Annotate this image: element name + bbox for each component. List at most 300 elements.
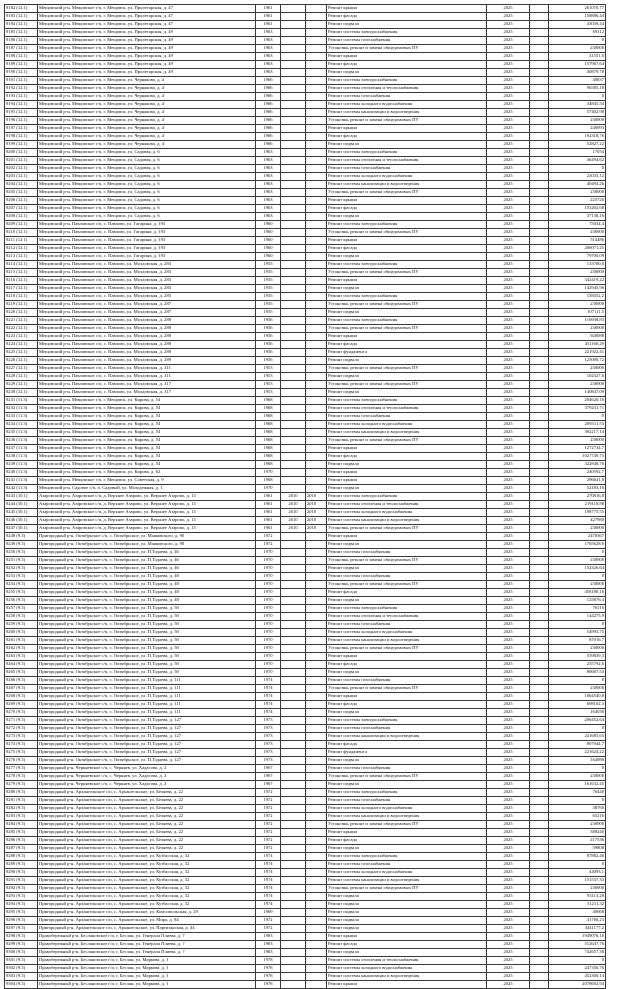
- reconstruction-year-cell: [281, 149, 306, 157]
- reconstruction-year-cell: [281, 317, 306, 325]
- repair-year-cell: [306, 189, 327, 197]
- spacer-cell: [530, 309, 549, 317]
- plan-year-cell: 2025: [487, 493, 530, 501]
- plan-year-cell: 2025: [487, 517, 530, 525]
- work-type-cell: Ремонт подвала: [327, 709, 487, 717]
- plan-year-cell: 2025: [487, 573, 530, 581]
- repair-year-cell: [306, 77, 327, 85]
- build-year-cell: 1970: [256, 669, 281, 677]
- table-row: [5, 797, 606, 805]
- build-year-cell: 1963: [256, 189, 281, 197]
- spacer-cell: [530, 653, 549, 661]
- reconstruction-year-cell: [281, 629, 306, 637]
- spacer-cell: [530, 557, 549, 565]
- reconstruction-year-cell: [281, 205, 306, 213]
- plan-year-cell: 2025: [487, 533, 530, 541]
- cost-cell: 230000: [549, 365, 606, 373]
- row-number-cell: 9267 (9.3): [5, 685, 38, 693]
- address-cell: Мещовский р-н, Мещовское г/п, г. Мещовск, ул. Садовая, д. 6: [38, 197, 256, 205]
- spacer-cell: [530, 293, 549, 301]
- plan-year-cell: 2025: [487, 557, 530, 565]
- spacer-cell: [530, 525, 549, 533]
- build-year-cell: 1963: [256, 205, 281, 213]
- address-cell: Пригородный р-н, Октябрьское с/п, с. Октябрьское, ул. П.Тодаева, д. 48: [38, 597, 256, 605]
- table-row: [5, 661, 606, 669]
- row-number-cell: 9225 (12.1): [5, 349, 38, 357]
- row-number-cell: 9215 (12.1): [5, 269, 38, 277]
- reconstruction-year-cell: [281, 181, 306, 189]
- plan-year-cell: 2025: [487, 877, 530, 885]
- plan-year-cell: 2025: [487, 213, 530, 221]
- build-year-cell: 1973: [256, 733, 281, 741]
- table-row: [5, 557, 606, 565]
- row-number-cell: 9183 (12.1): [5, 13, 38, 21]
- table-row: [5, 821, 606, 829]
- address-cell: Мещовский р-н, Мещовское г/п, г. Мещовск, ул. Чернякова, д. 4: [38, 93, 256, 101]
- reconstruction-year-cell: [281, 397, 306, 405]
- spacer-cell: [530, 13, 549, 21]
- repair-year-cell: [306, 949, 327, 957]
- plan-year-cell: 2025: [487, 901, 530, 909]
- address-cell: Мещовский р-н, Мещовское г/п, г. Мещовск, ул. Кирова, д. 54: [38, 405, 256, 413]
- cost-cell: 698102,3: [549, 701, 606, 709]
- build-year-cell: 1973: [256, 757, 281, 765]
- build-year-cell: 1970: [256, 469, 281, 477]
- plan-year-cell: 2025: [487, 581, 530, 589]
- reconstruction-year-cell: [281, 765, 306, 773]
- work-type-cell: Ремонт фасада: [327, 741, 487, 749]
- cost-cell: 3441177,2: [549, 925, 606, 933]
- repair-year-cell: [306, 197, 327, 205]
- build-year-cell: 1983: [256, 933, 281, 941]
- address-cell: Пригородный р-н, Октябрьское с/п, с. Октябрьское, ул. П.Тодаева, д. 111: [38, 701, 256, 709]
- address-cell: Пригородный р-н, Октябрьское с/п, с. Октябрьское, ул. П.Тодаева, д. 50: [38, 605, 256, 613]
- address-cell: Пригородный р-н, Октябрьское с/п, с. Октябрьское, ул. П.Тодаева, д. 50: [38, 613, 256, 621]
- repair-year-cell: [306, 485, 327, 493]
- row-number-cell: 9295 (9.3): [5, 909, 38, 917]
- plan-year-cell: 2025: [487, 77, 530, 85]
- plan-year-cell: 2025: [487, 373, 530, 381]
- build-year-cell: 1972: [256, 813, 281, 821]
- work-type-cell: Ремонт системы электроснабжения: [327, 149, 487, 157]
- address-cell: Правобережный р-н, Беслановское г/п, г. Беслан, ул. Маркова, д. 1: [38, 973, 256, 981]
- cost-cell: 807944,7: [549, 741, 606, 749]
- table-row: [5, 165, 606, 173]
- work-type-cell: Ремонт системы электроснабжения: [327, 789, 487, 797]
- repair-year-cell: [306, 781, 327, 789]
- work-type-cell: Ремонт подвала: [327, 901, 487, 909]
- plan-year-cell: 2025: [487, 317, 530, 325]
- spacer-cell: [530, 621, 549, 629]
- address-cell: Пригородный р-н, Октябрьское с/п, с. Октябрьское, ул. П.Тодаева, д. 48: [38, 573, 256, 581]
- plan-year-cell: 2025: [487, 637, 530, 645]
- table-row: [5, 213, 606, 221]
- cost-cell: 192318,76: [549, 133, 606, 141]
- plan-year-cell: 2025: [487, 69, 530, 77]
- address-cell: Пригородный р-н, Архангельское с/п, с. Архангельское, ул. Беляева, д. 22: [38, 797, 256, 805]
- plan-year-cell: 2025: [487, 941, 530, 949]
- work-type-cell: Ремонт системы канализации и водоотведения: [327, 877, 487, 885]
- address-cell: Пригородный р-н, Архангельское с/п, с. Архангельское, ул. Кузбасская, д. 32: [38, 901, 256, 909]
- spacer-cell: [530, 741, 549, 749]
- build-year-cell: 1970: [256, 589, 281, 597]
- repair-year-cell: [306, 421, 327, 429]
- row-number-cell: 9184 (12.1): [5, 21, 38, 29]
- work-type-cell: Ремонт подвала: [327, 309, 487, 317]
- plan-year-cell: 2025: [487, 189, 530, 197]
- repair-year-cell: [306, 413, 327, 421]
- reconstruction-year-cell: [281, 925, 306, 933]
- reconstruction-year-cell: [281, 669, 306, 677]
- spacer-cell: [530, 685, 549, 693]
- build-year-cell: 1970: [256, 637, 281, 645]
- table-row: [5, 69, 606, 77]
- reconstruction-year-cell: [281, 549, 306, 557]
- row-number-cell: 9264 (9.3): [5, 661, 38, 669]
- repair-year-cell: [306, 757, 327, 765]
- build-year-cell: 1972: [256, 541, 281, 549]
- build-year-cell: 1968: [256, 405, 281, 413]
- table-row: [5, 173, 606, 181]
- cost-cell: 34845,54: [549, 101, 606, 109]
- work-type-cell: Установка, ремонт и замена общедомовых ПУ: [327, 189, 487, 197]
- repair-year-cell: [306, 405, 327, 413]
- work-type-cell: Ремонт крыши: [327, 277, 487, 285]
- table-row: [5, 933, 606, 941]
- work-type-cell: Ремонт фундамента: [327, 749, 487, 757]
- spacer-cell: [530, 733, 549, 741]
- table-row: [5, 541, 606, 549]
- plan-year-cell: 2025: [487, 509, 530, 517]
- reconstruction-year-cell: [281, 333, 306, 341]
- reconstruction-year-cell: [281, 845, 306, 853]
- reconstruction-year-cell: [281, 165, 306, 173]
- plan-year-cell: 2025: [487, 709, 530, 717]
- plan-year-cell: 2025: [487, 53, 530, 61]
- repair-year-cell: [306, 765, 327, 773]
- address-cell: Мещовский р-н, Мещовское г/п, г. Мещовск, ул. Кирова, д. 54: [38, 421, 256, 429]
- row-number-cell: 9208 (12.1): [5, 213, 38, 221]
- plan-year-cell: 2025: [487, 589, 530, 597]
- reconstruction-year-cell: [281, 781, 306, 789]
- spacer-cell: [530, 37, 549, 45]
- row-number-cell: 9239 (11.3): [5, 461, 38, 469]
- repair-year-cell: [306, 957, 327, 965]
- table-row: [5, 133, 606, 141]
- reconstruction-year-cell: [281, 229, 306, 237]
- plan-year-cell: 2025: [487, 157, 530, 165]
- cost-cell: 31551,0: [549, 53, 606, 61]
- build-year-cell: 1968: [256, 413, 281, 421]
- spacer-cell: [530, 661, 549, 669]
- address-cell: Мещовский р-н, Мещовское г/п, г. Мещовск, ул. Чернякова, д. 4: [38, 101, 256, 109]
- row-number-cell: 9261 (9.3): [5, 637, 38, 645]
- repair-year-cell: [306, 133, 327, 141]
- row-number-cell: 9212 (12.1): [5, 245, 38, 253]
- reconstruction-year-cell: [281, 589, 306, 597]
- row-number-cell: 9217 (12.1): [5, 285, 38, 293]
- reconstruction-year-cell: [281, 597, 306, 605]
- reconstruction-year-cell: [281, 261, 306, 269]
- table-row: [5, 677, 606, 685]
- reconstruction-year-cell: [281, 957, 306, 965]
- build-year-cell: 1969: [256, 909, 281, 917]
- repair-year-cell: [306, 653, 327, 661]
- build-year-cell: 1974: [256, 877, 281, 885]
- build-year-cell: 1956: [256, 341, 281, 349]
- work-type-cell: Ремонт системы холодного водоснабжения: [327, 869, 487, 877]
- repair-year-cell: [306, 461, 327, 469]
- reconstruction-year-cell: [281, 981, 306, 989]
- plan-year-cell: 2025: [487, 21, 530, 29]
- reconstruction-year-cell: [281, 789, 306, 797]
- spacer-cell: [530, 821, 549, 829]
- address-cell: Мещовский р-н, Павловское с/п, с. Павлово, ул. Гагарина, д. 193: [38, 229, 256, 237]
- build-year-cell: 1970: [256, 485, 281, 493]
- build-year-cell: 1966: [256, 125, 281, 133]
- address-cell: Пригородный р-н, Октябрьское с/п, с. Октябрьское, ул. П.Тодаева, д. 127: [38, 733, 256, 741]
- work-type-cell: Установка, ремонт и замена общедомовых ПУ: [327, 685, 487, 693]
- work-type-cell: Ремонт системы газоснабжения: [327, 93, 487, 101]
- row-number-cell: 9216 (12.1): [5, 277, 38, 285]
- plan-year-cell: 2025: [487, 237, 530, 245]
- plan-year-cell: 2025: [487, 133, 530, 141]
- row-number-cell: 9303 (9.3): [5, 973, 38, 981]
- repair-year-cell: [306, 109, 327, 117]
- row-number-cell: 9282 (9.3): [5, 805, 38, 813]
- row-number-cell: 9262 (9.3): [5, 645, 38, 653]
- build-year-cell: 1955: [256, 269, 281, 277]
- work-type-cell: Ремонт подвала: [327, 69, 487, 77]
- spacer-cell: [530, 637, 549, 645]
- work-type-cell: Ремонт системы электроснабжения: [327, 29, 487, 37]
- table-row: [5, 21, 606, 29]
- cost-cell: 204620,16: [549, 397, 606, 405]
- table-row: [5, 45, 606, 53]
- table-row: [5, 573, 606, 581]
- spacer-cell: [530, 229, 549, 237]
- plan-year-cell: 2025: [487, 381, 530, 389]
- row-number-cell: 9290 (9.3): [5, 869, 38, 877]
- work-type-cell: Установка, ремонт и замена общедомовых ПУ: [327, 581, 487, 589]
- plan-year-cell: 2025: [487, 357, 530, 365]
- reconstruction-year-cell: [281, 173, 306, 181]
- table-row: [5, 517, 606, 525]
- work-type-cell: Ремонт подвала: [327, 757, 487, 765]
- plan-year-cell: 2025: [487, 669, 530, 677]
- work-type-cell: Ремонт системы электроснабжения: [327, 853, 487, 861]
- row-number-cell: 9299 (9.3): [5, 941, 38, 949]
- build-year-cell: 1956: [256, 357, 281, 365]
- plan-year-cell: 2025: [487, 693, 530, 701]
- repair-year-cell: [306, 349, 327, 357]
- address-cell: Мещовский р-н, Мещовское г/п, г. Мещовск, ул. Кирова, д. 54: [38, 461, 256, 469]
- plan-year-cell: 2025: [487, 933, 530, 941]
- table-row: [5, 973, 606, 981]
- work-type-cell: Ремонт системы холодного водоснабжения: [327, 629, 487, 637]
- plan-year-cell: 2025: [487, 893, 530, 901]
- cost-cell: 0: [549, 621, 606, 629]
- repair-year-cell: [306, 725, 327, 733]
- cost-cell: 51211,32: [549, 901, 606, 909]
- table-row: [5, 685, 606, 693]
- cost-cell: 230000: [549, 885, 606, 893]
- cost-cell: 219118,88: [549, 501, 606, 509]
- address-cell: Мещовский р-н, Павловское с/п, с. Павлово, ул. Молдовская, д. 289: [38, 349, 256, 357]
- address-cell: Мещовский р-н, Павловское с/п, с. Павлово, ул. Молдовская, д. 317: [38, 389, 256, 397]
- build-year-cell: 1970: [256, 645, 281, 653]
- table-row: [5, 885, 606, 893]
- repair-year-cell: [306, 621, 327, 629]
- build-year-cell: 1963: [256, 45, 281, 53]
- table-row: [5, 85, 606, 93]
- address-cell: Мещовский р-н, Мещовское г/п, г. Мещовск, ул. Чернякова, д. 4: [38, 125, 256, 133]
- work-type-cell: Ремонт системы канализации и водоотведения: [327, 517, 487, 525]
- table-row: [5, 701, 606, 709]
- table-row: [5, 861, 606, 869]
- build-year-cell: 1963: [256, 149, 281, 157]
- address-cell: Мещовский р-н, Павловское с/п, с. Павлово, ул. Молдовская, д. 287: [38, 301, 256, 309]
- address-cell: Мещовский р-н, Мещовское г/п, г. Мещовск, ул. Кирова, д. 54: [38, 397, 256, 405]
- plan-year-cell: 2025: [487, 269, 530, 277]
- spacer-cell: [530, 453, 549, 461]
- cost-cell: 52183,16: [549, 485, 606, 493]
- reconstruction-year-cell: 2010: [281, 509, 306, 517]
- spacer-cell: [530, 77, 549, 85]
- table-row: [5, 597, 606, 605]
- work-type-cell: Установка, ремонт и замена общедомовых ПУ: [327, 301, 487, 309]
- plan-year-cell: 2025: [487, 421, 530, 429]
- repair-year-cell: [306, 117, 327, 125]
- row-number-cell: 9234 (11.3): [5, 421, 38, 429]
- table-row: [5, 13, 606, 21]
- work-type-cell: Ремонт фасада: [327, 205, 487, 213]
- address-cell: Мещовский р-н, Мещовское г/п, г. Мещовск, ул. Кирова, д. 54: [38, 445, 256, 453]
- row-number-cell: 9211 (12.1): [5, 237, 38, 245]
- work-type-cell: Ремонт подвала: [327, 141, 487, 149]
- plan-year-cell: 2025: [487, 461, 530, 469]
- work-type-cell: Ремонт системы электроснабжения: [327, 493, 487, 501]
- plan-year-cell: 2025: [487, 741, 530, 749]
- address-cell: Пригородный р-н, Архангельское с/п, с. Архангельское, ул. Комсомольская, д. 29: [38, 909, 256, 917]
- row-number-cell: 9300 (9.3): [5, 949, 38, 957]
- cost-cell: 241685,63: [549, 733, 606, 741]
- repair-year-cell: [306, 29, 327, 37]
- address-cell: Мещовский р-н, Павловское с/п, с. Павлово, ул. Молдовская, д. 287: [38, 309, 256, 317]
- spacer-cell: [530, 517, 549, 525]
- repair-registry-table: [4, 4, 606, 989]
- repair-year-cell: [306, 101, 327, 109]
- work-type-cell: Установка, ремонт и замена общедомовых ПУ: [327, 557, 487, 565]
- plan-year-cell: 2025: [487, 621, 530, 629]
- address-cell: Правобережный р-н, Беслановское г/п, г. Беслан, ул. Генерала Плиева, д. 7: [38, 933, 256, 941]
- work-type-cell: Ремонт системы электроснабжения: [327, 717, 487, 725]
- repair-year-cell: [306, 685, 327, 693]
- repair-year-cell: [306, 669, 327, 677]
- address-cell: Мещовский р-н, Мещовское г/п, г. Мещовск, ул. Чернякова, д. 4: [38, 141, 256, 149]
- work-type-cell: Ремонт крыши: [327, 237, 487, 245]
- cost-cell: 230000: [549, 325, 606, 333]
- repair-year-cell: [306, 877, 327, 885]
- row-number-cell: 9301 (9.3): [5, 957, 38, 965]
- row-number-cell: 9294 (9.3): [5, 901, 38, 909]
- spacer-cell: [530, 173, 549, 181]
- table-row: [5, 837, 606, 845]
- build-year-cell: 1972: [256, 917, 281, 925]
- table-row: [5, 493, 606, 501]
- work-type-cell: Ремонт подвала: [327, 669, 487, 677]
- cost-cell: 230000: [549, 685, 606, 693]
- table-row: [5, 581, 606, 589]
- address-cell: Мещовский р-н, Мещовское г/п, г. Мещовск, ул. Пролетарская, д. 47: [38, 13, 256, 21]
- address-cell: Мещовский р-н, Мещовское г/п, г. Мещовск, ул. Советская, д. 9: [38, 477, 256, 485]
- work-type-cell: Ремонт фундамента: [327, 349, 487, 357]
- build-year-cell: 1953: [256, 373, 281, 381]
- work-type-cell: Ремонт системы отопления и теплоснабжения: [327, 85, 487, 93]
- reconstruction-year-cell: [281, 741, 306, 749]
- spacer-cell: [530, 597, 549, 605]
- row-number-cell: 9260 (9.3): [5, 629, 38, 637]
- spacer-cell: [530, 405, 549, 413]
- cost-cell: 1765628,6: [549, 541, 606, 549]
- cost-cell: 17034: [549, 149, 606, 157]
- plan-year-cell: 2025: [487, 685, 530, 693]
- row-number-cell: 9291 (9.3): [5, 877, 38, 885]
- plan-year-cell: 2025: [487, 789, 530, 797]
- table-row: [5, 717, 606, 725]
- plan-year-cell: 2025: [487, 325, 530, 333]
- address-cell: Мещовский р-н, Мещовское г/п, г. Мещовск, ул. Пролетарская, д. 49: [38, 53, 256, 61]
- row-number-cell: 9274 (9.3): [5, 741, 38, 749]
- table-row: [5, 325, 606, 333]
- cost-cell: 1272734,7: [549, 445, 606, 453]
- build-year-cell: 1953: [256, 381, 281, 389]
- spacer-cell: [530, 541, 549, 549]
- build-year-cell: 1961: [256, 525, 281, 533]
- reconstruction-year-cell: [281, 701, 306, 709]
- table-row: [5, 813, 606, 821]
- table-row: [5, 381, 606, 389]
- reconstruction-year-cell: [281, 725, 306, 733]
- row-number-cell: 9279 (9.3): [5, 781, 38, 789]
- build-year-cell: 1966: [256, 77, 281, 85]
- reconstruction-year-cell: [281, 101, 306, 109]
- build-year-cell: 1974: [256, 693, 281, 701]
- build-year-cell: 1973: [256, 749, 281, 757]
- reconstruction-year-cell: [281, 797, 306, 805]
- reconstruction-year-cell: [281, 453, 306, 461]
- build-year-cell: 1972: [256, 821, 281, 829]
- cost-cell: 0: [549, 677, 606, 685]
- address-cell: Пригородный р-н, Архангельское с/п, с. Архангельское, ул. Беляева, д. 22: [38, 845, 256, 853]
- cost-cell: 514486: [549, 237, 606, 245]
- spacer-cell: [530, 397, 549, 405]
- repair-year-cell: [306, 677, 327, 685]
- plan-year-cell: 2025: [487, 125, 530, 133]
- work-type-cell: Ремонт крыши: [327, 197, 487, 205]
- spacer-cell: [530, 221, 549, 229]
- spacer-cell: [530, 349, 549, 357]
- address-cell: Мещовский р-н, Павловское с/п, с. Павлово, ул. Молдовская, д. 311: [38, 365, 256, 373]
- repair-year-cell: [306, 981, 327, 989]
- cost-cell: 116938,83: [549, 317, 606, 325]
- reconstruction-year-cell: [281, 29, 306, 37]
- work-type-cell: Ремонт фасада: [327, 61, 487, 69]
- work-type-cell: Ремонт системы холодного водоснабжения: [327, 965, 487, 973]
- spacer-cell: [530, 69, 549, 77]
- row-number-cell: 9240 (11.3): [5, 469, 38, 477]
- work-type-cell: Ремонт подвала: [327, 485, 487, 493]
